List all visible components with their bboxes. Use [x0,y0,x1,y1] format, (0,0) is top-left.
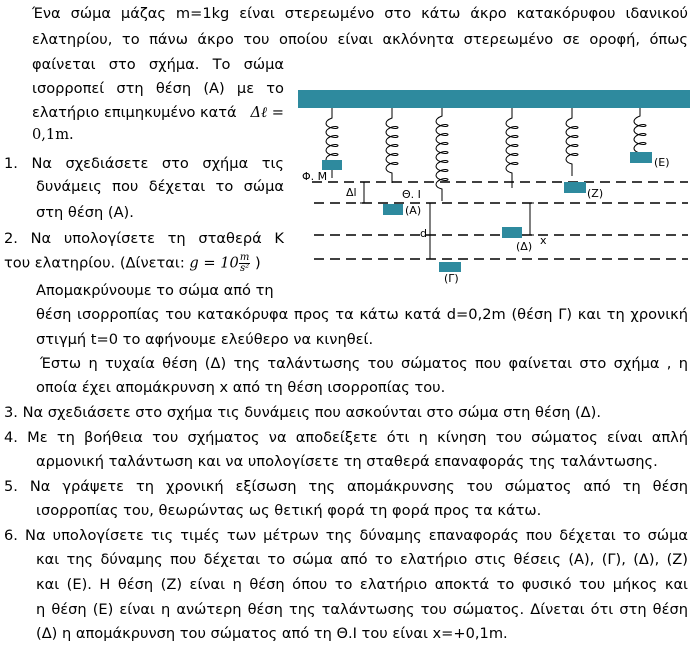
q2-frac-den: s² [239,263,250,274]
block-a [383,204,403,215]
intro-line-5-text: ελατήριο επιμηκυμένο κατά [32,104,237,121]
ceiling [298,90,690,108]
intro-line-1: Ένα σώμα μάζας m=1kg είναι στερεωμένο στο κάτω άκρο κατακόρυφου ιδανικού [32,5,688,22]
question-4-line-2: αρμονική ταλάντωση και να υπολογίσετε τη σταθερά επαναφοράς της ταλάντωσης. [36,453,658,470]
question-6-line-1: 6. Να υπολογίσετε τις τιμές των μέτρων της δύναμης επαναφοράς που δέχεται το σώμα [4,527,688,544]
q2-frac-num: m [239,252,250,263]
q2-close-paren: ) [254,254,261,272]
body-p2-line-2: οποία έχει απομάκρυνση x από τη θέση ισορροπίας του. [36,379,446,396]
spring-6 [634,108,646,159]
spring-2 [386,108,398,183]
label-d: d [420,227,427,240]
question-6-line-3: και (Ε). Η θέση (Ζ) είναι η θέση όπου το ελατήριο αποκτά το φυσικό του μήκος και [36,576,688,593]
intro-line-5 [32,103,284,123]
question-5-line-1: 5. Να γράψετε τη χρονική εξίσωση της απομάκρυνσης του σώματος από τη θέση [4,478,688,495]
label-gamma: (Γ) [444,272,459,285]
intro-line-2: ελατηρίου, το πάνω άκρο του οποίου είναι ακλόνητα στερεωμένο σε οροφή, όπως [32,31,688,48]
spring-3 [436,108,448,201]
intro-line-6: 0,1m. [32,126,74,143]
block-delta [502,227,522,238]
question-4-line-1: 4. Με τη βοήθεια του σχήματος να αποδείξετε ότι η κίνηση του σώματος είναι απλή [4,429,688,446]
block-natural-length [322,160,342,170]
block-gamma [439,262,461,272]
spring-figure [294,86,694,286]
q1-line-1: 1. Να σχεδιάσετε στο σχήμα τις [4,155,284,172]
q2-units-fraction [239,253,250,274]
q2-line-1: 2. Να υπολογίσετε τη σταθερά Κ [4,230,284,247]
block-z [564,182,586,193]
question-6-line-2: και της δύναμης που δέχεται το σώμα από το ελατήριο στις θέσεις (Α), (Γ), (Δ), (Ζ) [36,551,688,568]
label-delta: (Δ) [516,240,533,253]
q1-line-3: στη θέση (Α). [36,204,134,221]
question-6-line-5: (Δ) η απομάκρυνση του σώματος από τη Θ.Ι του είναι x=+0,1m. [36,625,508,642]
label-thi: Θ. Ι [402,188,421,201]
label-a: (Α) [405,204,422,217]
question-6-line-4: η θέση (Ε) είναι η ανώτερη θέση της ταλάντωσης του σώματος. Δίνεται ότι στη θέση [36,601,688,618]
q2-g-value: g = 10 [189,254,239,272]
q2-line-2-text: του ελατηρίου. (Δίνεται: [4,254,185,272]
spring-4 [506,108,518,188]
intro-delta-l: Δℓ = [250,104,284,121]
question-5-line-2: ισορροπίας του, θεωρώντας ως θετική φορά τη φορά προς τα κάτω. [36,502,542,519]
spring-5 [566,108,578,176]
body-p1-line-2: θέση ισορροπίας του κατακόρυφα προς τα κάτω κατά d=0,2m (θέση Γ) και τη χρονική [36,306,688,323]
intro-line-4: ισορροπεί στη θέση (Α) με το [32,80,284,97]
body-p1-line-3: στιγμή t=0 το αφήνουμε ελεύθερο να κινηθεί. [36,331,374,348]
question-3: 3. Να σχεδιάσετε στο σχήμα τις δυνάμεις που ασκούνται στο σώμα στη θέση (Δ). [4,404,601,421]
label-z: (Ζ) [587,187,604,200]
label-e: (Ε) [654,156,670,169]
label-dl: Δl [346,186,357,199]
block-e [630,152,652,163]
intro-line-3: φαίνεται στο σχήμα. Το σώμα [32,56,284,73]
q1-line-2: δυνάμεις που δέχεται το σώμα [36,178,284,195]
body-p2-line-1: Έστω η τυχαία θέση (Δ) της ταλάντωσης του σώματος που φαίνεται στο σχήμα , η [40,355,688,372]
label-fm: Φ. Μ [302,170,328,183]
label-x: x [540,234,547,247]
body-p1-line-1: Απομακρύνουμε το σώμα από τη [36,282,274,299]
q2-line-2 [4,253,261,274]
